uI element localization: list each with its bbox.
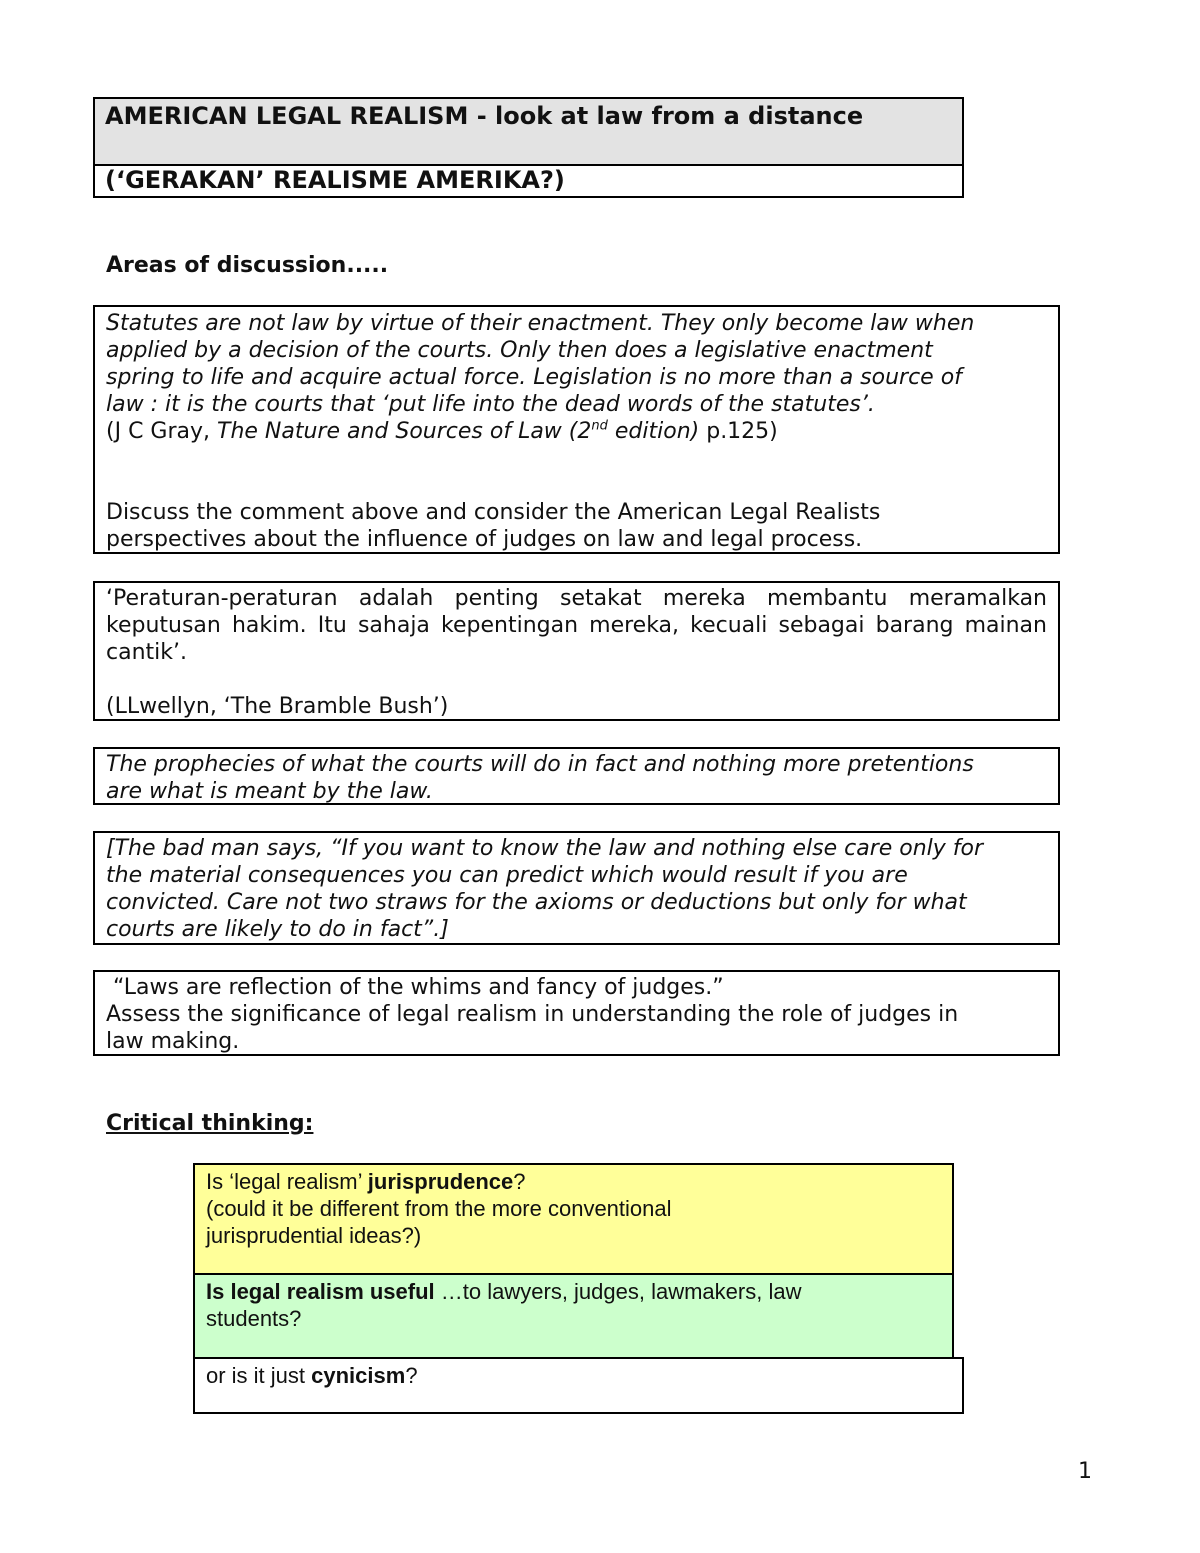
critical-line: students? — [206, 1306, 302, 1331]
llewellyn-citation: (LLwellyn, ‘The Bramble Bush’) — [106, 694, 449, 719]
title-table — [93, 97, 964, 198]
critical-green-cell — [193, 1273, 954, 1359]
llewellyn-quote: ‘Peraturan-peraturan adalah penting setakat mereka membantu meramalkan keputusan hakim. Itu sahaja kepentingan mereka, kecuali sebagai barang mainan cantik’. — [106, 586, 1047, 665]
quote-line: the material consequences you can predict which would result if you are — [106, 863, 908, 888]
quote-line: The prophecies of what the courts will do in fact and nothing more pretentions — [106, 752, 974, 777]
quote-line: law : it is the courts that ‘put life into the dead words of the statutes’. — [106, 392, 875, 417]
critical-yellow-cell — [193, 1163, 954, 1275]
quote-line: are what is meant by the law. — [106, 779, 433, 804]
citation-edition: edition) — [607, 419, 700, 444]
critical-white-cell — [193, 1357, 964, 1414]
question-emphasis: jurisprudence — [367, 1169, 514, 1194]
gray-quote-box — [93, 305, 1060, 554]
critical-question — [206, 1362, 951, 1389]
citation-title: The Nature and Sources of Law (2 — [217, 419, 592, 444]
quote-line: [The bad man says, “If you want to know the law and nothing else care only for — [106, 836, 984, 861]
quote-line: Statutes are not law by virtue of their enactment. They only become law when — [106, 311, 975, 336]
question-text: or is it just — [206, 1363, 312, 1388]
quote-line: convicted. Care not two straws for the axioms or deductions but only for what — [106, 890, 967, 915]
question-mark: ? — [513, 1169, 526, 1194]
task-line: perspectives about the influence of judges on law and legal process. — [106, 527, 863, 552]
page-number: 1 — [1078, 1459, 1092, 1484]
question-mark: ? — [405, 1363, 418, 1388]
badman-quote-box — [93, 831, 1060, 945]
question-text: …to lawyers, judges, lawmakers, law — [434, 1279, 802, 1304]
critical-line: jurisprudential ideas?) — [206, 1223, 422, 1248]
citation-superscript: nd — [591, 418, 608, 434]
whims-quote-box — [93, 970, 1060, 1056]
quote-line: courts are likely to do in fact”.] — [106, 917, 449, 942]
critical-line: (could it be different from the more conventional — [206, 1196, 672, 1221]
critical-thinking-heading: Critical thinking: — [106, 1111, 314, 1136]
question-text: Is ‘legal realism’ — [206, 1169, 368, 1194]
quote-line: spring to life and acquire actual force. Legislation is no more than a source of — [106, 365, 962, 390]
task-line: Discuss the comment above and consider the American Legal Realists — [106, 500, 881, 525]
citation-author: (J C Gray, — [106, 419, 217, 444]
question-emphasis: cynicism — [311, 1363, 406, 1388]
document-subtitle: (‘GERAKAN’ REALISME AMERIKA?) — [105, 166, 565, 194]
document-title: AMERICAN LEGAL REALISM - look at law from a distance — [95, 99, 962, 166]
quote-line: “Laws are reflection of the whims and fancy of judges.” — [106, 975, 724, 1000]
citation-page: p.125) — [699, 419, 778, 444]
quote-line: applied by a decision of the courts. Only then does a legislative enactment — [106, 338, 933, 363]
gray-citation — [106, 418, 1047, 445]
prophecies-quote-box — [93, 747, 1060, 805]
task-line: law making. — [106, 1029, 240, 1054]
critical-question — [206, 1278, 941, 1305]
question-emphasis: Is legal realism useful — [206, 1279, 435, 1304]
llewellyn-quote-box — [93, 581, 1060, 721]
task-line: Assess the significance of legal realism in understanding the role of judges in — [106, 1002, 959, 1027]
critical-question — [206, 1168, 941, 1195]
areas-heading: Areas of discussion..... — [106, 253, 389, 278]
